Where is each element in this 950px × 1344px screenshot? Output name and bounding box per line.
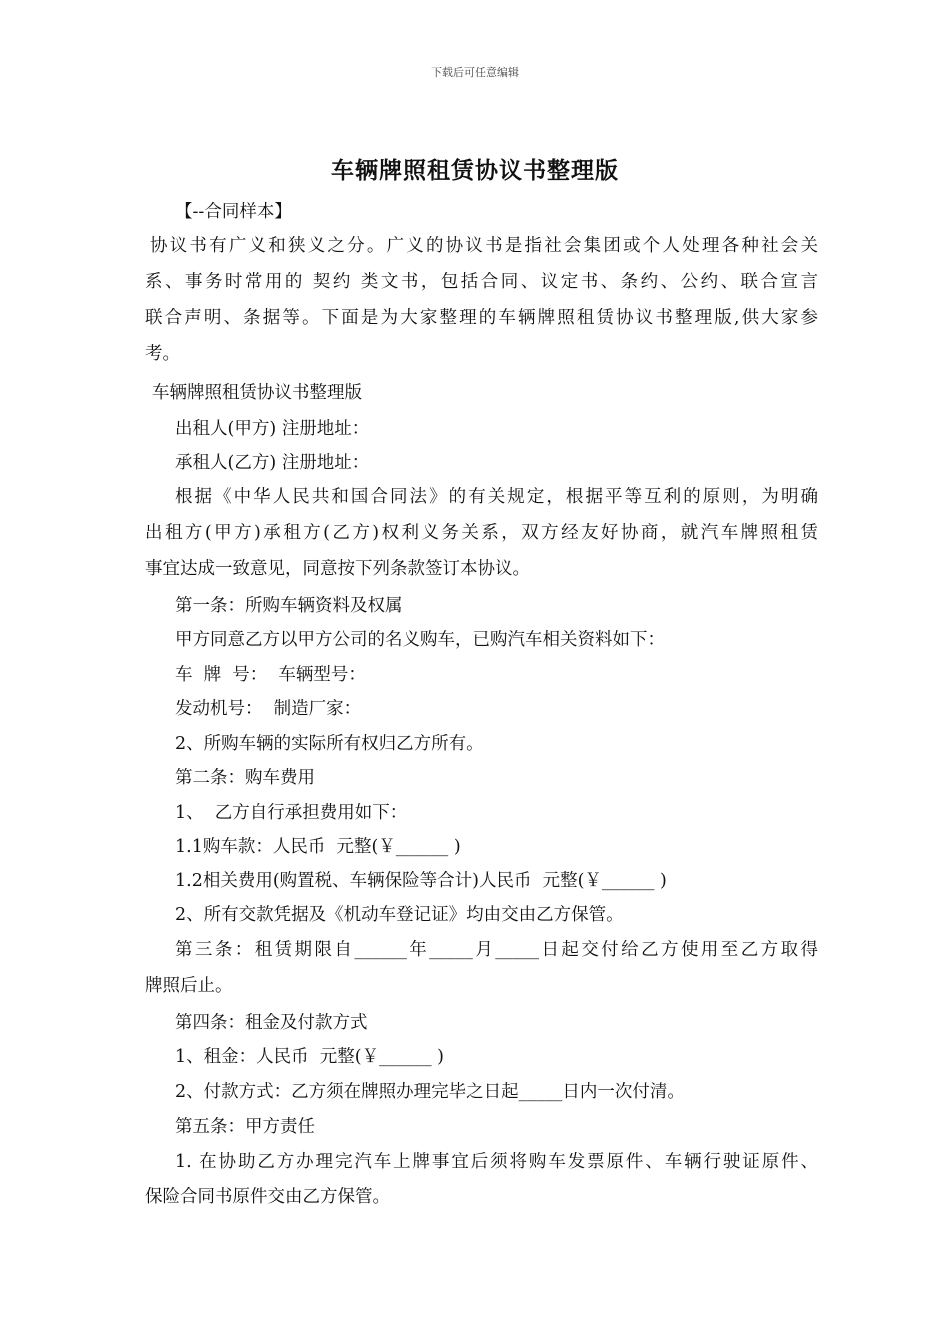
clause-line: 1. 在协助乙方办理完汽车上牌事宜后须将购车发票原件、车辆行驶证原件、: [175, 1152, 818, 1172]
paragraph-line: 系、事务时常用的 契约 类文书，包括合同、议定书、条约、公约、联合宣言: [145, 272, 818, 292]
sample-tag: 【--合同样本】: [175, 202, 292, 222]
clause-line: 保险合同书原件交由乙方保管。: [145, 1187, 390, 1207]
clause-line: 发动机号： 制造厂家：: [175, 699, 362, 719]
section-heading: 车辆牌照租赁协议书整理版: [152, 383, 362, 403]
clause-line: 2、所有交款凭据及《机动车登记证》均由交由乙方保管。: [175, 905, 624, 925]
paragraph-line: 出租方(甲方)承租方(乙方)权利义务关系，双方经友好协商，就汽车牌照租赁: [145, 523, 818, 543]
clause-line: 1.1购车款：人民币 元整(￥______ ): [175, 837, 461, 857]
clause-line: 2、所购车辆的实际所有权归乙方所有。: [175, 734, 484, 754]
clause-line: 1、租金：人民币 元整(￥______ ): [175, 1047, 444, 1067]
clause-line: 1.2相关费用(购置税、车辆保险等合计)人民币 元整(￥______ ): [175, 871, 667, 891]
paragraph-line: 考。: [145, 344, 180, 364]
clause-heading: 第二条：购车费用: [175, 768, 315, 788]
paragraph-line: 根据《中华人民共和国合同法》的有关规定，根据平等互利的原则，为明确: [175, 487, 818, 507]
paragraph-line: 事宜达成一致意见，同意按下列条款签订本协议。: [145, 559, 530, 579]
clause-line: 甲方同意乙方以甲方公司的名义购车，已购汽车相关资料如下：: [175, 630, 665, 650]
paragraph-line: 协议书有广义和狭义之分。广义的协议书是指社会集团或个人处理各种社会关: [150, 236, 818, 256]
clause-line: 车 牌 号： 车辆型号：: [175, 665, 366, 685]
document-title: 车辆牌照租赁协议书整理版: [331, 158, 619, 184]
paragraph-line: 联合声明、条据等。下面是为大家整理的车辆牌照租赁协议书整理版,供大家参: [145, 308, 818, 328]
clause-line: 2、付款方式：乙方须在牌照办理完毕之日起_____日内一次付清。: [175, 1082, 685, 1102]
clause-line: 牌照后止。: [145, 976, 233, 996]
clause-heading: 第三条：租赁期限自______年_____月_____日起交付给乙方使用至乙方取得: [175, 940, 818, 960]
clause-heading: 第五条：甲方责任: [175, 1117, 315, 1137]
lessor-line: 出租人(甲方) 注册地址：: [175, 419, 370, 439]
clause-heading: 第四条：租金及付款方式: [175, 1013, 368, 1033]
clause-heading: 第一条：所购车辆资料及权属: [175, 596, 403, 616]
clause-line: 1、 乙方自行承担费用如下：: [175, 803, 408, 823]
lessee-line: 承租人(乙方) 注册地址：: [175, 453, 370, 473]
header-note: 下载后可任意编辑: [431, 66, 519, 79]
